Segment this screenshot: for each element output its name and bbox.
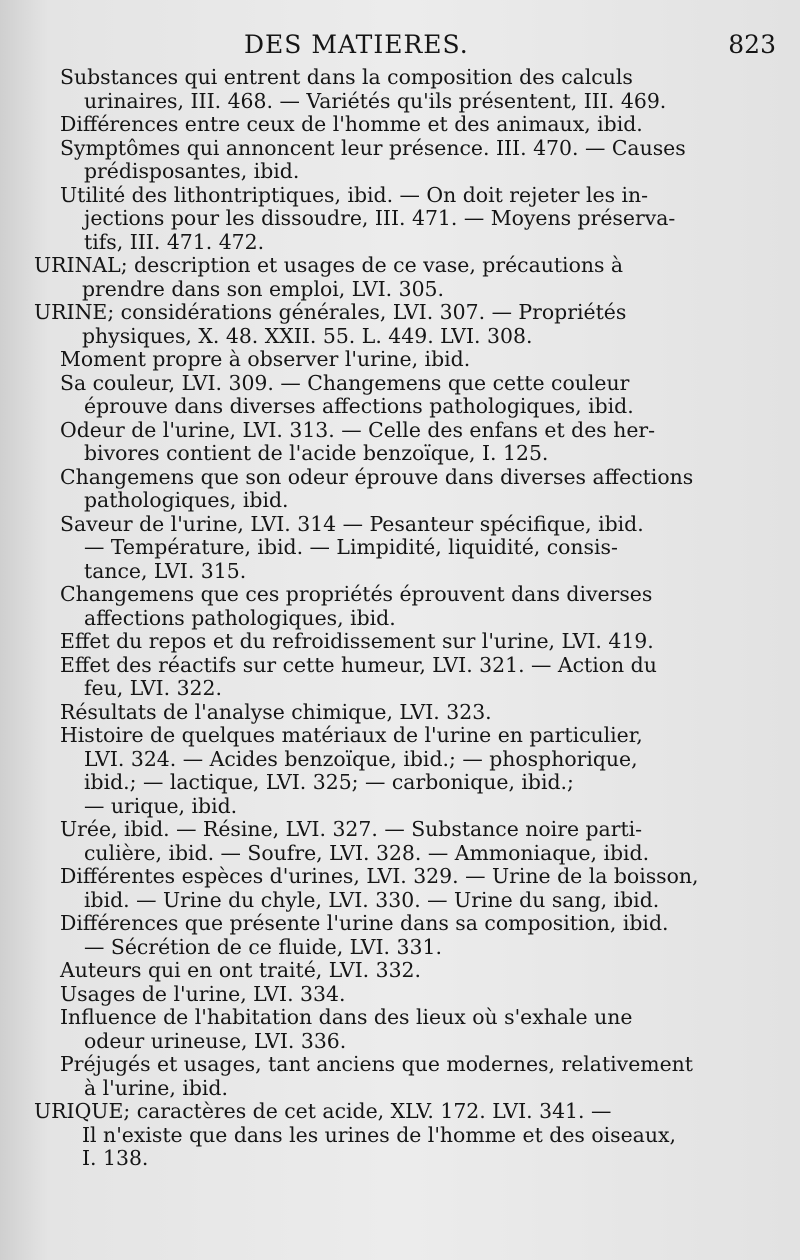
entry-line: à l'urine, ibid. bbox=[84, 1076, 228, 1100]
entry-line: Résultats de l'analyse chimique, LVI. 323. bbox=[60, 700, 492, 724]
page-number: 823 bbox=[728, 30, 776, 59]
index-subentry bbox=[34, 66, 774, 113]
index-headword-entry bbox=[34, 301, 774, 348]
entry-line: URIQUE; caractères de cet acide, XLV. 172. LVI. 341. — bbox=[34, 1100, 612, 1123]
entry-line: affections pathologiques, ibid. bbox=[84, 606, 396, 630]
index-subentry bbox=[34, 701, 774, 725]
index-subentry bbox=[34, 630, 774, 654]
index-subentry bbox=[34, 583, 774, 630]
index-subentry bbox=[34, 113, 774, 137]
entry-line: Symptômes qui annoncent leur présence. III. 470. — Causes bbox=[60, 136, 686, 160]
index-subentry bbox=[34, 818, 774, 865]
index-subentry bbox=[34, 983, 774, 1007]
entry-line: Influence de l'habitation dans des lieux où s'exhale une bbox=[60, 1006, 633, 1029]
index-subentry bbox=[34, 1053, 774, 1100]
entry-line: Sa couleur, LVI. 309. — Changemens que cette couleur bbox=[60, 371, 630, 395]
entry-line: prendre dans son emploi, LVI. 305. bbox=[82, 277, 444, 301]
entry-line: Substances qui entrent dans la composition des calculs bbox=[60, 66, 633, 89]
index-subentry bbox=[34, 137, 774, 184]
entry-line: physiques, X. 48. XXII. 55. L. 449. LVI. 308. bbox=[82, 324, 533, 348]
entry-line: Il n'existe que dans les urines de l'homme et des oiseaux, bbox=[82, 1123, 676, 1147]
entry-line: Saveur de l'urine, LVI. 314 — Pesanteur spécifique, ibid. bbox=[60, 512, 644, 536]
page-header bbox=[0, 30, 800, 64]
index-headword-entry bbox=[34, 254, 774, 301]
entry-line: Histoire de quelques matériaux de l'urine en particulier, bbox=[60, 724, 643, 747]
entry-line: jections pour les dissoudre, III. 471. — Moyens préserva- bbox=[84, 207, 676, 230]
entry-line: Changemens que son odeur éprouve dans diverses affections bbox=[60, 465, 694, 489]
entry-line: prédisposantes, ibid. bbox=[84, 160, 300, 183]
entry-line: éprouve dans diverses affections pathologiques, ibid. bbox=[84, 395, 634, 418]
entry-line: ibid. — Urine du chyle, LVI. 330. — Urine du sang, ibid. bbox=[84, 888, 660, 912]
index-entries bbox=[34, 66, 774, 1171]
index-subentry bbox=[34, 865, 774, 912]
entry-line: urinaires, III. 468. — Variétés qu'ils présentent, III. 469. bbox=[84, 89, 667, 113]
entry-line: bivores contient de l'acide benzoïque, I. 125. bbox=[84, 442, 549, 465]
entry-line: — Sécrétion de ce fluide, LVI. 331. bbox=[84, 935, 442, 959]
index-subentry bbox=[34, 419, 774, 466]
entry-line: Changemens que ces propriétés éprouvent dans diverses bbox=[60, 583, 653, 606]
running-head: DES MATIERES. bbox=[244, 30, 469, 59]
entry-line: Effet des réactifs sur cette humeur, LVI. 321. — Action du bbox=[60, 653, 657, 677]
index-subentry bbox=[34, 184, 774, 255]
entry-line: pathologiques, ibid. bbox=[84, 489, 289, 512]
entry-line: Différences entre ceux de l'homme et des animaux, ibid. bbox=[60, 113, 643, 136]
entry-line: feu, LVI. 322. bbox=[84, 677, 222, 700]
index-subentry bbox=[34, 959, 774, 983]
index-subentry bbox=[34, 372, 774, 419]
entry-line: I. 138. bbox=[82, 1147, 149, 1170]
entry-line: Urée, ibid. — Résine, LVI. 327. — Substance noire parti- bbox=[60, 818, 643, 841]
entry-line: Effet du repos et du refroidissement sur l'urine, LVI. 419. bbox=[60, 630, 654, 653]
entry-line: tance, LVI. 315. bbox=[84, 559, 247, 583]
index-headword-entry bbox=[34, 1100, 774, 1171]
entry-line: URINAL; description et usages de ce vase, précautions à bbox=[34, 254, 624, 277]
entry-line: odeur urineuse, LVI. 336. bbox=[84, 1029, 347, 1053]
entry-line: Usages de l'urine, LVI. 334. bbox=[60, 982, 346, 1006]
entry-line: Utilité des lithontriptiques, ibid. — On doit rejeter les in- bbox=[60, 183, 649, 207]
index-subentry bbox=[34, 466, 774, 513]
entry-line: — urique, ibid. bbox=[84, 794, 238, 818]
index-subentry bbox=[34, 724, 774, 818]
entry-line: culière, ibid. — Soufre, LVI. 328. — Ammoniaque, ibid. bbox=[84, 841, 650, 865]
entry-line: LVI. 324. — Acides benzoïque, ibid.; — phosphorique, bbox=[84, 747, 638, 771]
entry-line: Différentes espèces d'urines, LVI. 329. — Urine de la boisson, bbox=[60, 865, 699, 888]
entry-line: Odeur de l'urine, LVI. 313. — Celle des enfans et des her- bbox=[60, 418, 656, 442]
index-subentry bbox=[34, 348, 774, 372]
entry-line: tifs, III. 471. 472. bbox=[84, 230, 265, 254]
entry-line: — Température, ibid. — Limpidité, liquidité, consis- bbox=[84, 536, 618, 559]
index-subentry bbox=[34, 912, 774, 959]
index-subentry bbox=[34, 513, 774, 584]
entry-line: ibid.; — lactique, LVI. 325; — carbonique, ibid.; bbox=[84, 771, 574, 794]
entry-line: Préjugés et usages, tant anciens que modernes, relativement bbox=[60, 1053, 693, 1076]
entry-line: URINE; considérations générales, LVI. 307. — Propriétés bbox=[34, 301, 627, 324]
index-subentry bbox=[34, 1006, 774, 1053]
index-subentry bbox=[34, 654, 774, 701]
entry-line: Moment propre à observer l'urine, ibid. bbox=[60, 348, 471, 371]
entry-line: Auteurs qui en ont traité, LVI. 332. bbox=[60, 959, 422, 982]
entry-line: Différences que présente l'urine dans sa composition, ibid. bbox=[60, 912, 669, 935]
